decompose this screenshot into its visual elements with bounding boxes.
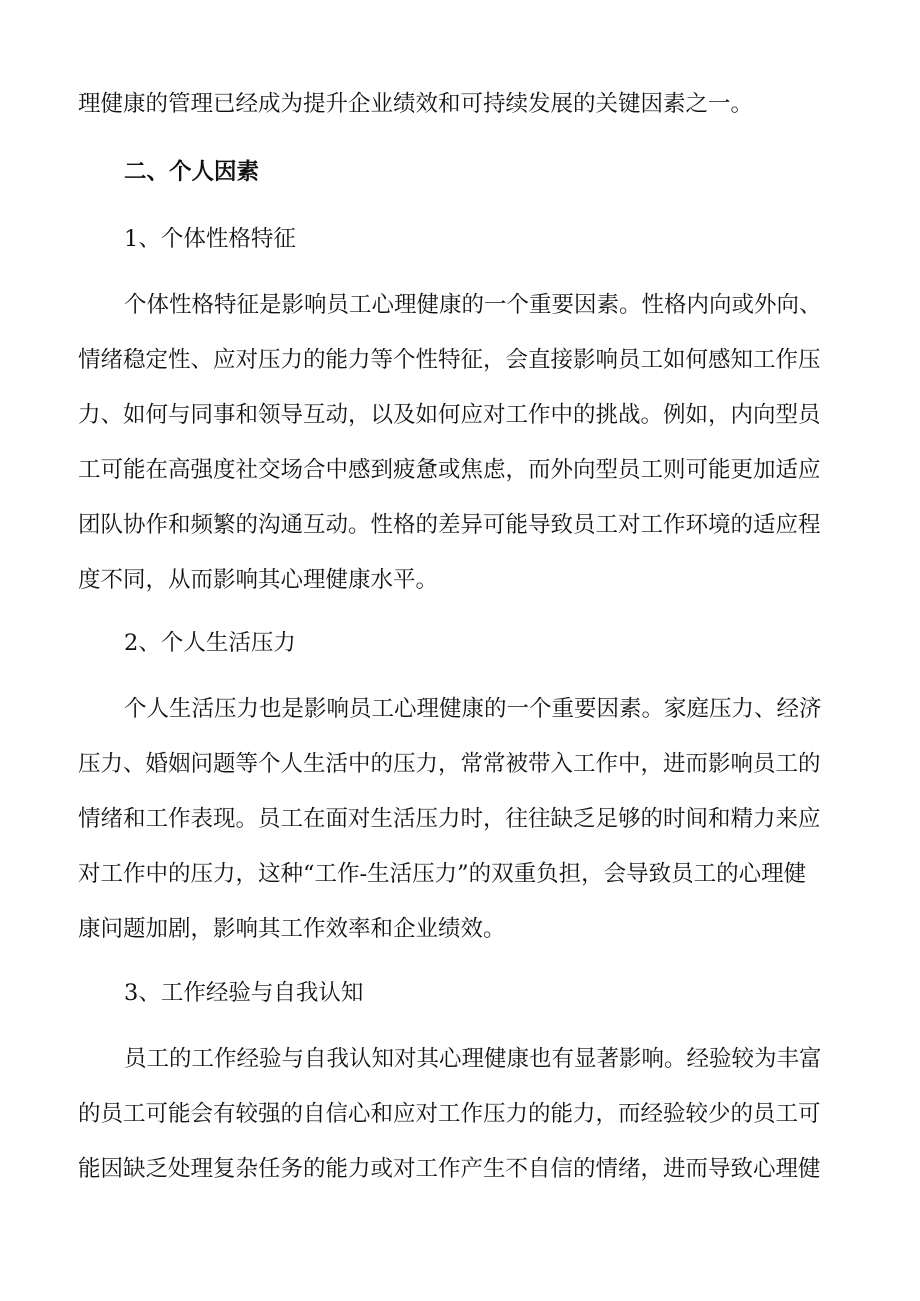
intro-continuation-line: 理健康的管理已经成为提升企业绩效和可持续发展的关键因素之一。	[78, 91, 754, 117]
paragraph-line: 的员工可能会有较强的自信心和应对工作压力的能力，而经验较少的员工可	[78, 1101, 821, 1127]
paragraph-line: 个人生活压力也是影响员工心理健康的一个重要因素。家庭压力、经济	[124, 696, 822, 722]
subsection-title: 1、个体性格特征	[124, 226, 296, 252]
paragraph-line: 康问题加剧，影响其工作效率和企业绩效。	[78, 916, 506, 942]
paragraph-line: 个体性格特征是影响员工心理健康的一个重要因素。性格内向或外向、	[124, 292, 822, 318]
paragraph-line: 团队协作和频繁的沟通互动。性格的差异可能导致员工对工作环境的适应程	[78, 512, 821, 538]
paragraph-line: 度不同，从而影响其心理健康水平。	[78, 567, 439, 593]
paragraph-line: 对工作中的压力，这种“工作-生活压力”的双重负担，会导致员工的心理健	[78, 861, 807, 887]
subsection-title: 2、个人生活压力	[124, 630, 296, 656]
paragraph-line: 员工的工作经验与自我认知对其心理健康也有显著影响。经验较为丰富	[124, 1046, 822, 1072]
paragraph-line: 力、如何与同事和领导互动，以及如何应对工作中的挑战。例如，内向型员	[78, 402, 821, 428]
paragraph-line: 情绪稳定性、应对压力的能力等个性特征，会直接影响员工如何感知工作压	[78, 347, 821, 373]
paragraph-line: 能因缺乏处理复杂任务的能力或对工作产生不自信的情绪，进而导致心理健	[78, 1156, 821, 1182]
paragraph-line: 情绪和工作表现。员工在面对生活压力时，往往缺乏足够的时间和精力来应	[78, 806, 821, 832]
section-heading: 二、个人因素	[124, 159, 260, 185]
paragraph-line: 压力、婚姻问题等个人生活中的压力，常常被带入工作中，进而影响员工的	[78, 751, 821, 777]
paragraph-line: 工可能在高强度社交场合中感到疲惫或焦虑，而外向型员工则可能更加适应	[78, 457, 821, 483]
subsection-title: 3、工作经验与自我认知	[124, 980, 364, 1006]
